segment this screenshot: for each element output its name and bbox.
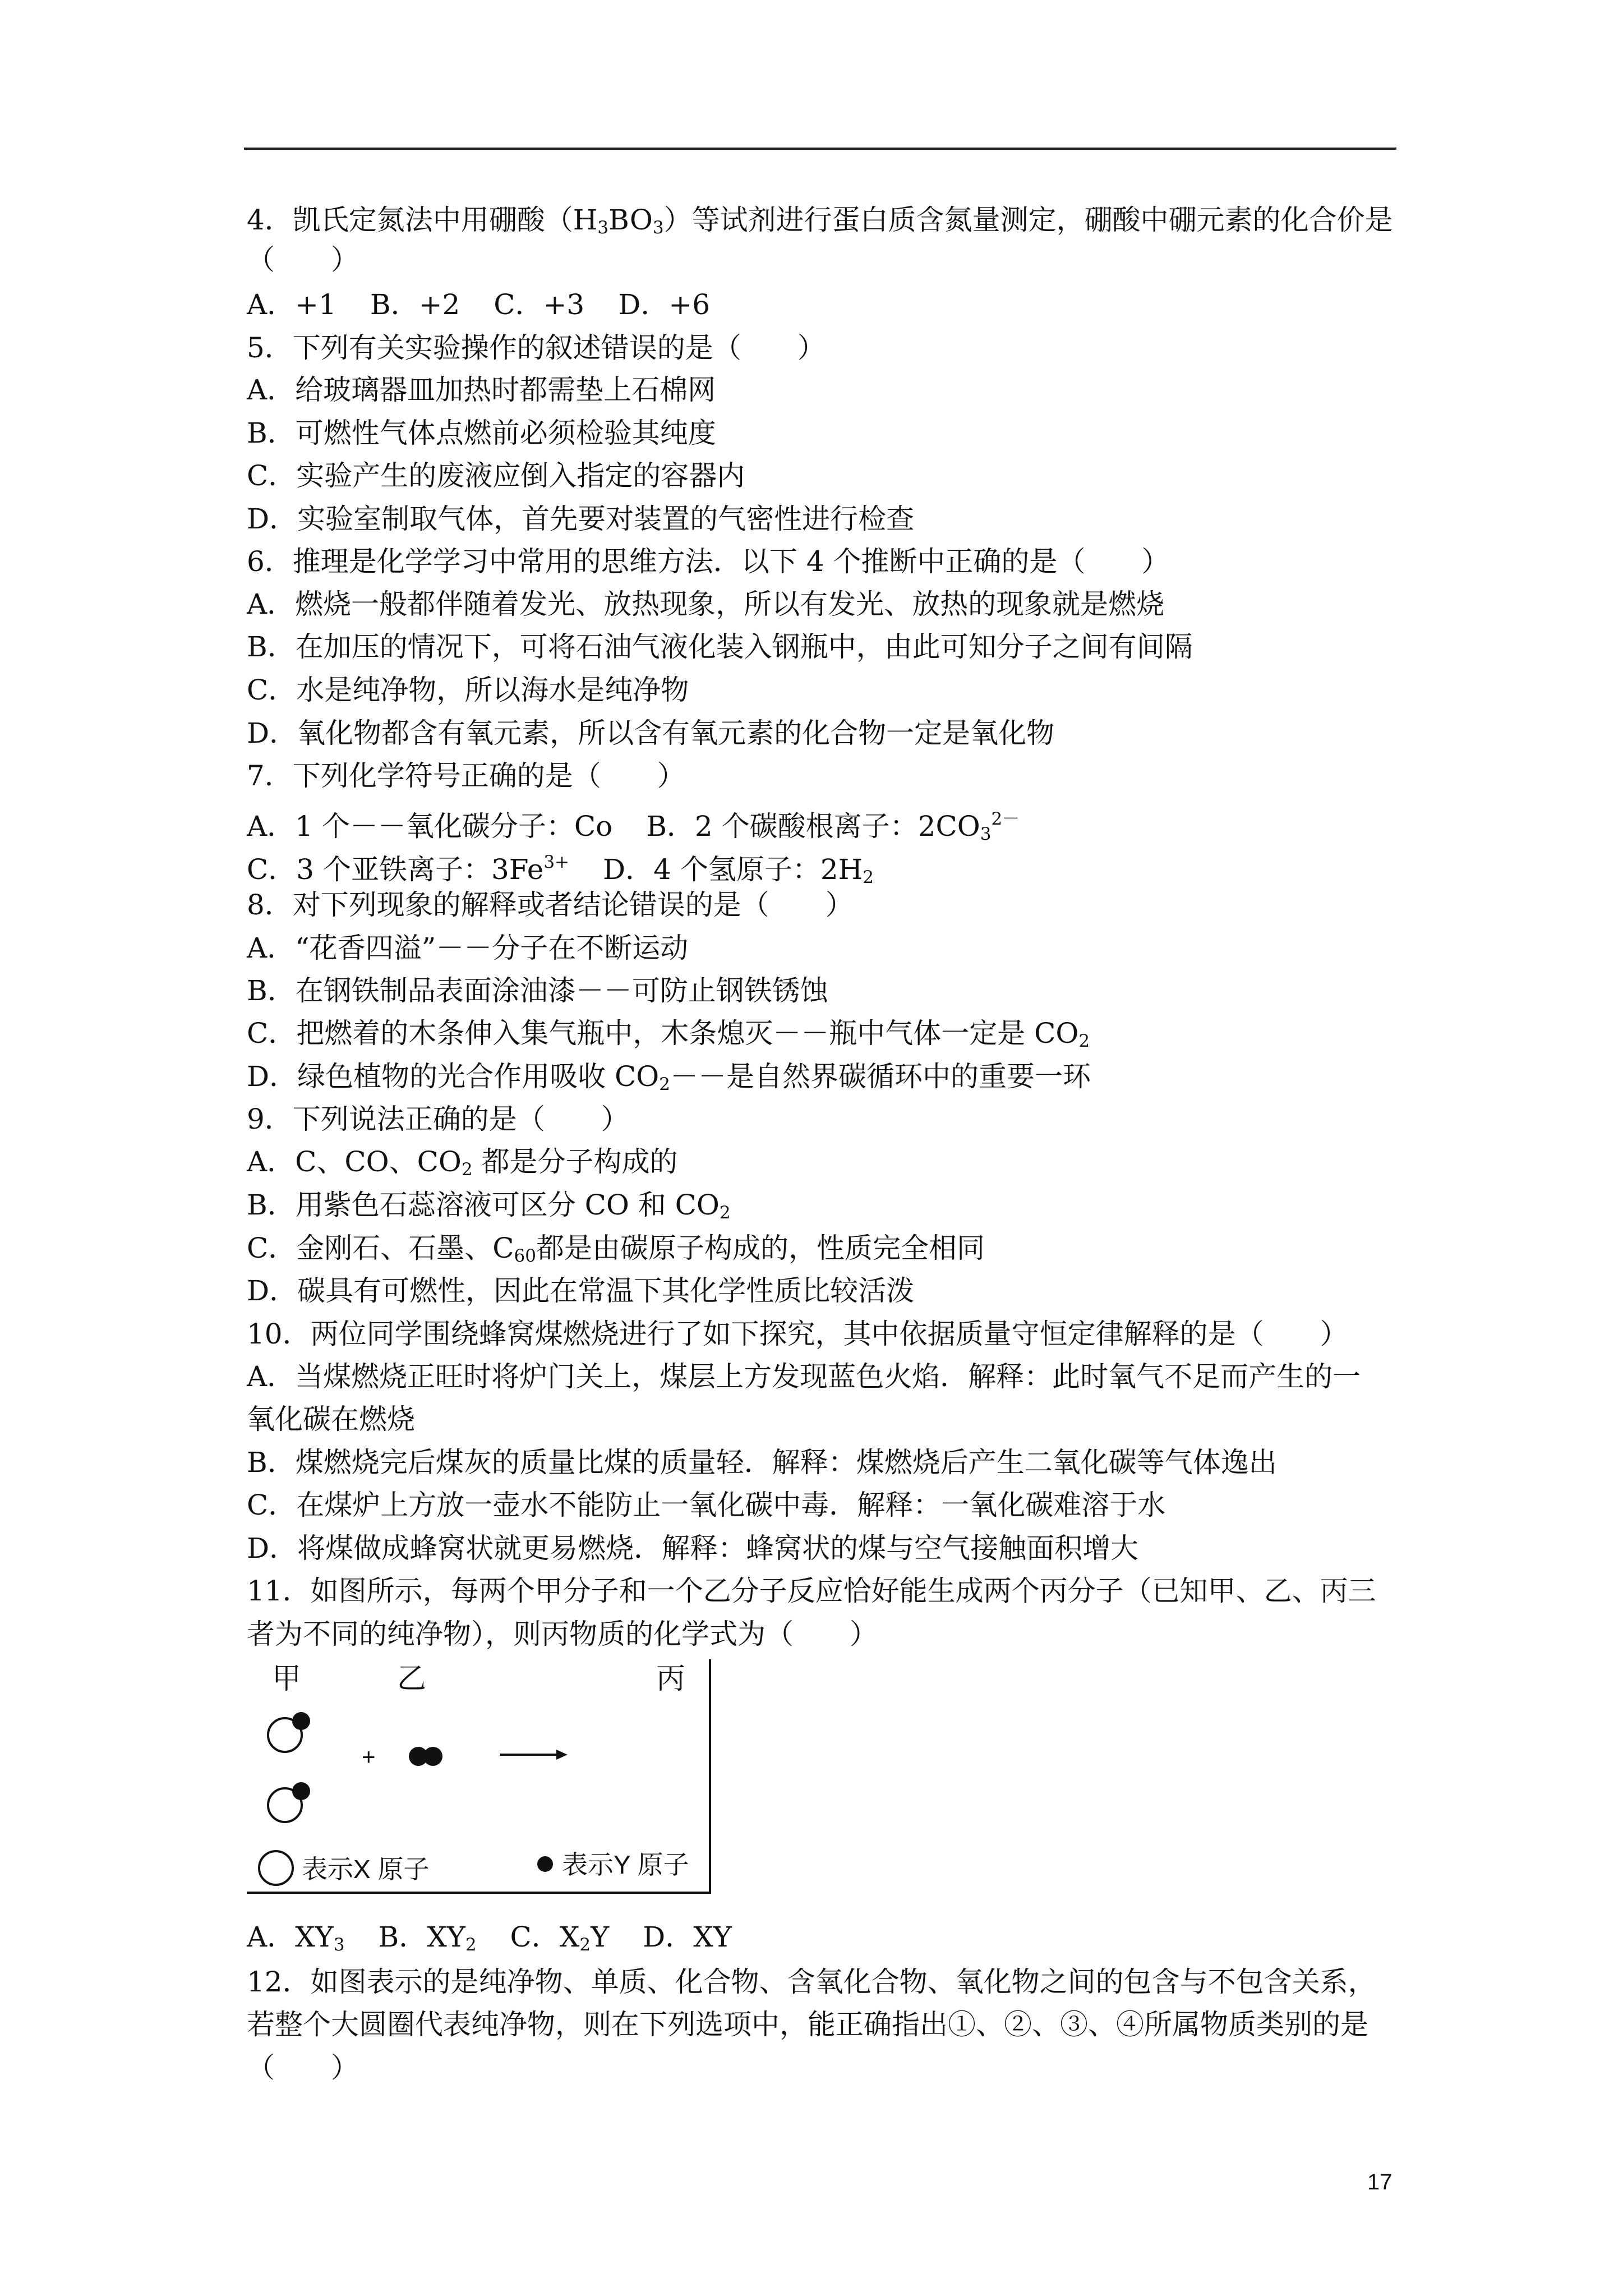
x-atom-legend-icon — [259, 1851, 293, 1885]
header-rule — [244, 148, 1396, 150]
q8-option-b: B．在钢铁制品表面涂油漆－－可防止钢铁锈蚀 — [247, 974, 828, 1007]
q6-option-d: D．氧化物都含有氧元素，所以含有氧元素的化合物一定是氧化物 — [247, 717, 1055, 749]
legend-y-label: 表示Y 原子 — [562, 1850, 689, 1879]
q10-option-c: C．在煤炉上方放一壶水不能防止一氧化碳中毒．解释：一氧化碳难溶于水 — [247, 1489, 1166, 1521]
q4-blank: （ ） — [247, 243, 359, 276]
label-yi: 乙 — [397, 1663, 427, 1695]
q12-stem-line2: 若整个大圆圈代表纯净物，则在下列选项中，能正确指出①、②、③、④所属物质类别的是 — [247, 2008, 1368, 2041]
q7-options-ab: A．1 个－－氧化碳分子：Co B．2 个碳酸根离子：$2CO_3^{2-}$ — [247, 809, 1020, 844]
option-a: A．+1 — [247, 288, 336, 321]
y-atom — [292, 1782, 310, 1800]
q12-stem-line3: （ ） — [247, 2051, 359, 2084]
option-c: C．+3 — [494, 288, 585, 321]
jia-molecule-1 — [268, 1712, 310, 1752]
q9-option-a: A．C、CO、$CO_2$ 都是分子构成的 — [247, 1145, 678, 1180]
reaction-figure — [247, 1659, 712, 1895]
y-atom — [423, 1747, 442, 1766]
legend-x-label: 表示X 原子 — [302, 1855, 430, 1884]
option-b: B．+2 — [370, 288, 460, 321]
label-jia: 甲 — [272, 1663, 302, 1695]
q11-stem-line2: 者为不同的纯净物），则丙物质的化学式为（ ） — [247, 1618, 878, 1650]
q10-option-a-line1: A．当煤燃烧正旺时将炉门关上，煤层上方发现蓝色火焰．解释：此时氧气不足而产生的一 — [247, 1360, 1361, 1393]
plus-sign: + — [362, 1743, 376, 1770]
page-number: 17 — [1367, 2170, 1393, 2194]
q6-option-c: C．水是纯净物，所以海水是纯净物 — [247, 674, 689, 706]
option-d: D．+6 — [618, 288, 711, 321]
label-bing: 丙 — [656, 1663, 686, 1695]
q9-option-c: C．金刚石、石墨、$C_{60}$都是由碳原子构成的，性质完全相同 — [247, 1232, 985, 1266]
q8-option-a: A．“花香四溢”－－分子在不断运动 — [247, 932, 689, 964]
q10-option-a-line2: 氧化碳在燃烧 — [247, 1403, 415, 1435]
q5-stem: 5．下列有关实验操作的叙述错误的是（ ） — [247, 332, 826, 364]
y-atom-legend-icon — [537, 1856, 553, 1872]
q10-stem: 10．两位同学围绕蜂窝煤燃烧进行了如下探究，其中依据质量守恒定律解释的是（ ） — [247, 1318, 1348, 1350]
q5-option-b: B．可燃性气体点燃前必须检验其纯度 — [247, 417, 716, 449]
q8-option-c: C．把燃着的木条伸入集气瓶中，木条熄灭－－瓶中气体一定是 $CO_2$ — [247, 1017, 1090, 1051]
q5-option-a: A．给玻璃器皿加热时都需垫上石棉网 — [247, 374, 716, 406]
q5-option-c: C．实验产生的废液应倒入指定的容器内 — [247, 459, 745, 492]
q7-options-cd: C．3 个亚铁离子：$3Fe^{3+}$ D．4 个氢原子：$2H_2$ — [247, 852, 874, 887]
q11-stem-line1: 11．如图所示，每两个甲分子和一个乙分子反应恰好能生成两个丙分子（已知甲、乙、丙三 — [247, 1575, 1376, 1607]
q10-option-d: D．将煤做成蜂窝状就更易燃烧．解释：蜂窝状的煤与空气接触面积增大 — [247, 1532, 1139, 1565]
q4-options — [247, 285, 710, 324]
legend-y — [537, 1850, 689, 1879]
q10-option-b: B．煤燃烧完后煤灰的质量比煤的质量轻．解释：煤燃烧后产生二氧化碳等气体逸出 — [247, 1446, 1277, 1479]
q9-option-b: B．用紫色石蕊溶液可区分 CO 和 $CO_2$ — [247, 1189, 731, 1223]
jia-molecule-2 — [268, 1782, 310, 1822]
q12-stem-line1: 12．如图表示的是纯净物、单质、化合物、含氧化合物、氧化物之间的包含与不包含关系， — [247, 1966, 1376, 1998]
q9-stem: 9．下列说法正确的是（ ） — [247, 1103, 629, 1135]
q8-option-d: D．绿色植物的光合作用吸收 $CO_2--$是自然界碳循环中的重要一环 — [247, 1060, 1091, 1094]
legend-x — [259, 1851, 429, 1885]
q11-options: A．$XY_3$ B．$XY_2$ C．$X_2Y$ D．XY — [247, 1921, 732, 1955]
q5-option-d: D．实验室制取气体，首先要对装置的气密性进行检查 — [247, 503, 915, 535]
q9-option-d: D．碳具有可燃性，因此在常温下其化学性质比较活泼 — [247, 1274, 915, 1307]
reaction-arrow — [500, 1750, 568, 1760]
q6-option-b: B．在加压的情况下，可将石油气液化装入钢瓶中，由此可知分子之间有间隔 — [247, 631, 1193, 663]
yi-molecule — [409, 1747, 442, 1766]
q4-stem: 4．凯氏定氮法中用硼酸$(H_3BO_3)$等试剂进行蛋白质含氮量测定，硼酸中硼元素的化合价是 — [247, 204, 1393, 238]
q6-option-a: A．燃烧一般都伴随着发光、放热现象，所以有发光、放热的现象就是燃烧 — [247, 588, 1165, 620]
q7-stem: 7．下列化学符号正确的是（ ） — [247, 760, 685, 792]
y-atom — [292, 1712, 310, 1730]
q6-stem: 6．推理是化学学习中常用的思维方法．以下 4 个推断中正确的是（ ） — [247, 545, 1170, 578]
q8-stem: 8．对下列现象的解释或者结论错误的是（ ） — [247, 889, 854, 921]
